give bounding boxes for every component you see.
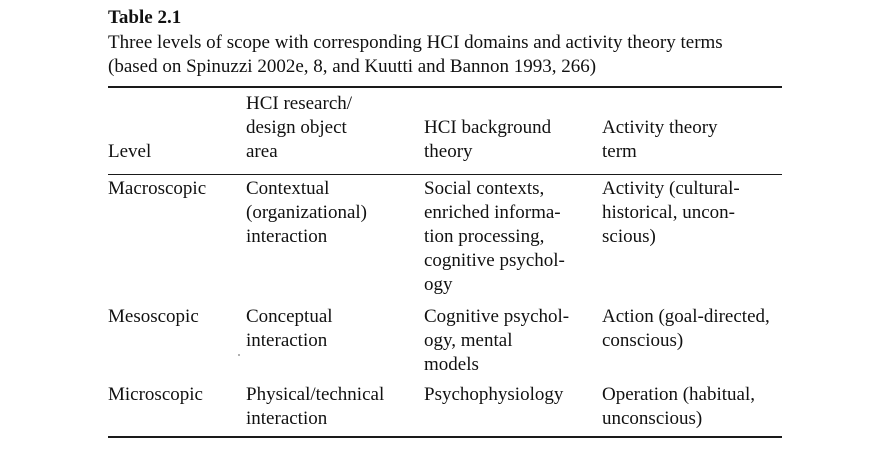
- header-hci-research-line-3: area: [246, 141, 278, 162]
- row-3-term-line-1: Operation (habitual,: [602, 384, 756, 405]
- table-header-rule: [108, 174, 782, 175]
- row-3-term-line-2: unconscious): [602, 408, 703, 429]
- header-hci-background-line-1: HCI background: [424, 117, 552, 138]
- row-2-hci-area-line-1: Conceptual: [246, 306, 333, 327]
- row-1-theory-line-5: ogy: [424, 274, 453, 295]
- header-hci-research-line-1: HCI research/: [246, 93, 353, 114]
- row-2-term-line-1: Action (goal-directed,: [602, 306, 770, 327]
- row-1-term-line-1: Activity (cultural-: [602, 178, 740, 199]
- row-1-hci-area-line-2: (organizational): [246, 202, 367, 223]
- row-1-theory-line-2: enriched informa-: [424, 202, 561, 223]
- table-bottom-rule: [108, 436, 782, 438]
- row-2-hci-area-line-2: interaction: [246, 330, 328, 351]
- row-2-theory-line-3: models: [424, 354, 479, 375]
- row-2-theory-line-1: Cognitive psychol-: [424, 306, 570, 327]
- scan-speck: [238, 354, 240, 356]
- row-1-hci-area-line-1: Contextual: [246, 178, 330, 199]
- table-top-rule: [108, 86, 782, 88]
- row-1-level: Macroscopic: [108, 178, 207, 199]
- row-1-theory-line-4: cognitive psychol-: [424, 250, 565, 271]
- row-1-term-line-3: scious): [602, 226, 656, 247]
- row-3-hci-area-line-1: Physical/technical: [246, 384, 385, 405]
- row-1-theory-line-3: tion processing,: [424, 226, 545, 247]
- row-3-hci-area-line-2: interaction: [246, 408, 328, 429]
- row-1-theory-line-1: Social contexts,: [424, 178, 545, 199]
- row-2-theory-line-2: ogy, mental: [424, 330, 513, 351]
- row-1-hci-area-line-3: interaction: [246, 226, 328, 247]
- table-label: Table 2.1: [108, 7, 182, 28]
- row-1-term-line-2: historical, uncon-: [602, 202, 735, 223]
- header-hci-background-line-2: theory: [424, 141, 473, 162]
- header-activity-theory-line-1: Activity theory: [602, 117, 718, 138]
- header-hci-research-line-2: design object: [246, 117, 347, 138]
- row-2-term-line-2: conscious): [602, 330, 684, 351]
- table-caption-line-2: (based on Spinuzzi 2002e, 8, and Kuutti and Bannon 1993, 266): [108, 56, 597, 77]
- row-2-level: Mesoscopic: [108, 306, 199, 327]
- header-activity-theory-line-2: term: [602, 141, 637, 162]
- header-level: Level: [108, 141, 152, 162]
- row-3-level: Microscopic: [108, 384, 203, 405]
- row-3-theory-line-1: Psychophysiology: [424, 384, 564, 405]
- table-caption-line-1: Three levels of scope with corresponding HCI domains and activity theory terms: [108, 32, 723, 53]
